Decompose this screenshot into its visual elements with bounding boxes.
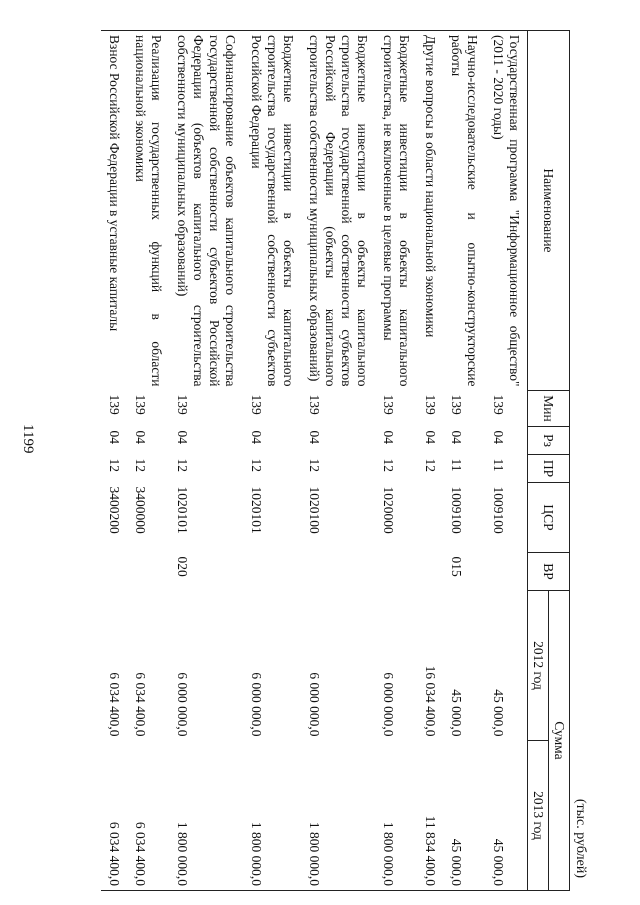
row-pr: 12	[423, 458, 438, 472]
row-sum-2012: 45 000,0	[491, 689, 506, 737]
row-pr: 11	[491, 458, 506, 472]
row-rz: 04	[381, 430, 396, 444]
row-sum-2012: 16 034 400,0	[423, 665, 438, 737]
row-sum-2012: 6 034 400,0	[107, 672, 122, 737]
row-csr: 1020000	[381, 486, 396, 534]
row-name: Софинансирование объектов капитального строительства государственной собственности субъектов Российской Федерации (объектов капитального строительства собственности муниципальных образований)	[169, 31, 243, 391]
row-pr: 12	[133, 458, 148, 472]
row-vr: 020	[175, 556, 190, 577]
row-sum-2013: 1 800 000,0	[243, 741, 301, 891]
row-name: Бюджетные инвестиции в объекты капитального строительства, не включенные в целевые программы	[375, 31, 417, 391]
table-row	[485, 31, 528, 891]
table-header	[528, 31, 570, 891]
row-sum-2013: 6 034 400,0	[101, 741, 127, 891]
row-sum-2012: 6 034 400,0	[133, 672, 148, 737]
header-csr: ЦСР	[528, 483, 570, 553]
table-row	[169, 31, 243, 891]
row-min: 139	[381, 394, 396, 415]
header-year-2013: 2013 год	[528, 741, 549, 891]
row-rz: 04	[249, 430, 264, 444]
row-vr	[127, 553, 169, 591]
header-name: Наименование	[528, 31, 570, 391]
budget-table	[101, 30, 570, 891]
row-min: 139	[107, 394, 122, 415]
row-sum-2013: 1 800 000,0	[301, 741, 375, 891]
row-rz: 04	[449, 430, 464, 444]
row-rz: 04	[107, 430, 122, 444]
row-name: Бюджетные инвестиции в объекты капитального строительства государственной собственности субъектов Российской Федерации (объекты капитального строительства собственности муниципальных образований)	[301, 31, 375, 391]
row-min: 139	[491, 394, 506, 415]
row-name: Другие вопросы в области национальной экономики	[417, 31, 443, 391]
row-sum-2012: 6 000 000,0	[249, 672, 264, 737]
row-pr: 12	[175, 458, 190, 472]
row-sum-2013: 1 800 000,0	[169, 741, 243, 891]
row-sum-2013: 6 034 400,0	[127, 741, 169, 891]
table-row	[443, 31, 485, 891]
row-csr: 3400200	[107, 486, 122, 534]
row-pr: 12	[249, 458, 264, 472]
row-name: Взнос Российской Федерации в уставные капиталы	[101, 31, 127, 391]
row-name: Реализация государственных функций в области национальной экономики	[127, 31, 169, 391]
row-vr	[485, 553, 528, 591]
row-min: 139	[449, 394, 464, 415]
row-rz: 04	[423, 430, 438, 444]
row-sum-2013: 45 000,0	[485, 741, 528, 891]
row-csr: 1020101	[175, 486, 190, 534]
header-year-2012: 2012 год	[528, 591, 549, 741]
table-row	[243, 31, 301, 891]
header-sum: Сумма	[549, 591, 570, 891]
header-min: Мин	[528, 391, 570, 427]
row-vr	[243, 553, 301, 591]
row-rz: 04	[175, 430, 190, 444]
row-vr	[101, 553, 127, 591]
row-rz: 04	[133, 430, 148, 444]
row-sum-2012: 6 000 000,0	[381, 672, 396, 737]
units-label: (тыс. рублей)	[573, 798, 588, 878]
row-min: 139	[249, 394, 264, 415]
row-vr	[375, 553, 417, 591]
row-vr	[301, 553, 375, 591]
table-row	[101, 31, 127, 891]
row-sum-2013: 11 834 400,0	[417, 741, 443, 891]
row-vr: 015	[449, 556, 464, 577]
row-vr	[417, 553, 443, 591]
table-row	[301, 31, 375, 891]
row-pr: 11	[449, 458, 464, 472]
table-row	[417, 31, 443, 891]
table-body	[101, 31, 528, 891]
row-sum-2012: 6 000 000,0	[175, 672, 190, 737]
row-name: Государственная программа "Информационное общество" (2011 - 2020 годы)	[485, 31, 528, 391]
row-csr: 1009100	[449, 486, 464, 534]
page-number: 1199	[20, 424, 36, 454]
row-min: 139	[423, 394, 438, 415]
header-vr: ВР	[528, 553, 570, 591]
row-sum-2012: 45 000,0	[449, 689, 464, 737]
row-name: Научно-исследовательские и опытно-конструкторские работы	[443, 31, 485, 391]
header-pr: ПР	[528, 455, 570, 483]
row-sum-2013: 45 000,0	[443, 741, 485, 891]
row-rz: 04	[307, 430, 322, 444]
row-min: 139	[307, 394, 322, 415]
row-name: Бюджетные инвестиции в объекты капитального строительства государственной собственности субъектов Российской Федерации	[243, 31, 301, 391]
row-sum-2012: 6 000 000,0	[307, 672, 322, 737]
row-pr: 12	[307, 458, 322, 472]
row-sum-2013: 1 800 000,0	[375, 741, 417, 891]
row-pr: 12	[381, 458, 396, 472]
table-row	[127, 31, 169, 891]
row-pr: 12	[107, 458, 122, 472]
row-csr: 1020101	[249, 486, 264, 534]
row-csr: 1009100	[491, 486, 506, 534]
header-rz: Рз	[528, 427, 570, 455]
rotated-page-content	[72, 30, 592, 890]
row-csr: 3400000	[133, 486, 148, 534]
table-row	[375, 31, 417, 891]
row-min: 139	[133, 394, 148, 415]
row-csr: 1020100	[307, 486, 322, 534]
row-min: 139	[175, 394, 190, 415]
row-csr	[417, 483, 443, 553]
row-rz: 04	[491, 430, 506, 444]
